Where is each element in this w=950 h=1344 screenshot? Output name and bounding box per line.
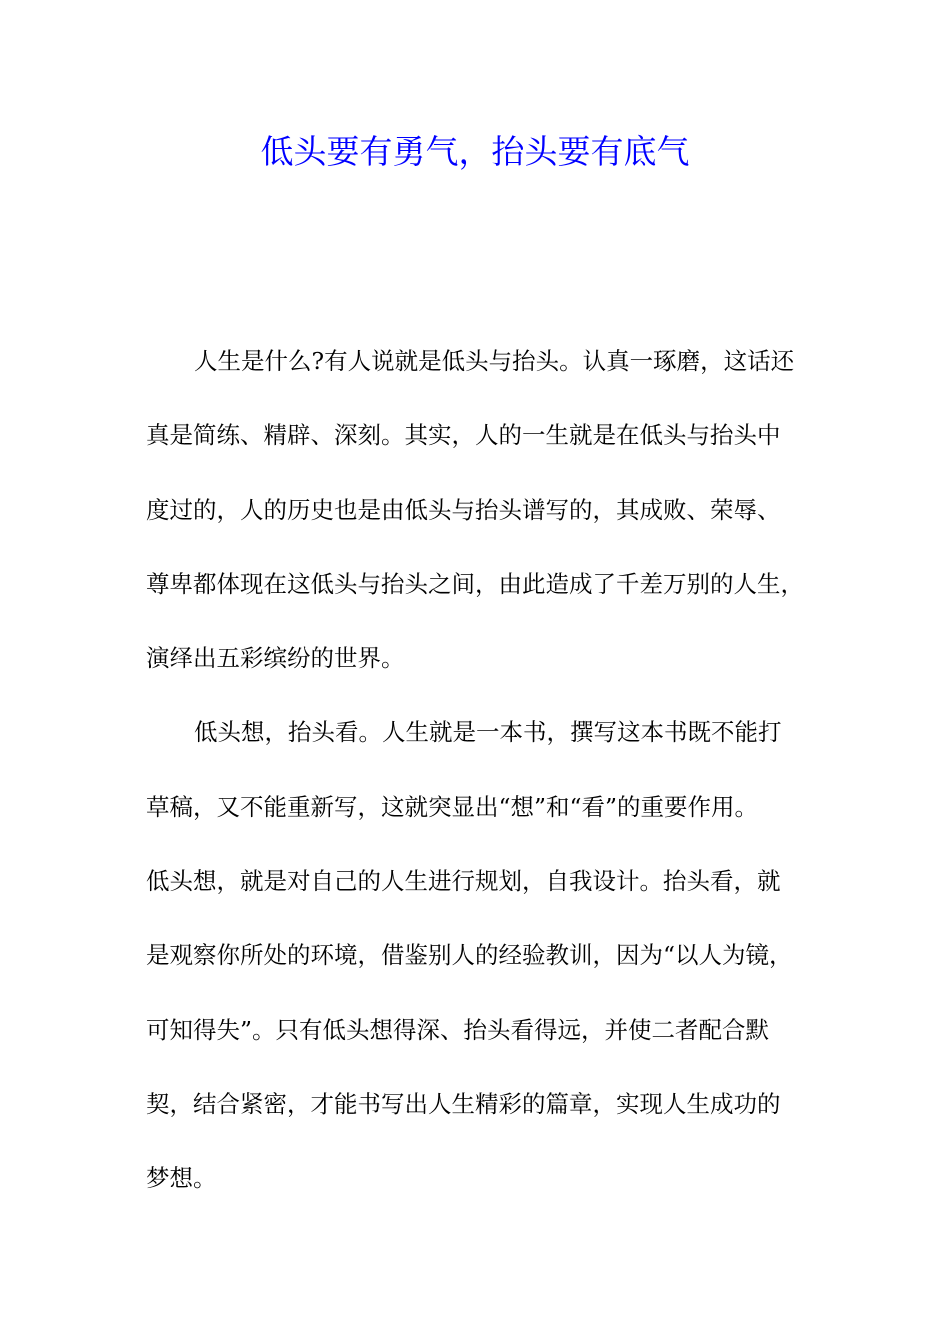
paragraph-line: 人生是什么?有人说就是低头与抬头。认真一琢磨，这话还 [194, 347, 795, 375]
paragraph-line: 梦想。 [146, 1164, 217, 1193]
paragraph-line: 低头想，就是对自己的人生进行规划，自我设计。抬头看，就 [146, 867, 781, 896]
paragraph-line: 尊卑都体现在这低头与抬头之间，由此造成了千差万别的人生， [146, 569, 804, 598]
paragraph-line: 是观察你所处的环境，借鉴别人的经验教训，因为“以人为镜， [146, 941, 793, 970]
paragraph-line: 度过的，人的历史也是由低头与抬头谱写的，其成败、荣辱、 [146, 495, 781, 524]
paragraph-line: 低头想，抬头看。人生就是一本书，撰写这本书既不能打 [194, 718, 782, 747]
paragraph-line: 草稿，又不能重新写，这就突显出“想”和“看”的重要作用。 [146, 792, 759, 821]
paragraph-1 [146, 334, 808, 705]
paragraph-line: 契，结合紧密，才能书写出人生精彩的篇章，实现人生成功的 [146, 1089, 781, 1118]
paragraph-line: 可知得失”。只有低头想得深、抬头看得远，并使二者配合默 [146, 1015, 770, 1044]
paragraph-2 [146, 705, 808, 1225]
document-body [146, 334, 808, 1226]
paragraph-line: 真是简练、精辟、深刻。其实，人的一生就是在低头与抬头中 [146, 421, 781, 450]
document-title: 低头要有勇气，抬头要有底气 [260, 132, 690, 171]
paragraph-line: 演绎出五彩缤纷的世界。 [146, 644, 405, 673]
